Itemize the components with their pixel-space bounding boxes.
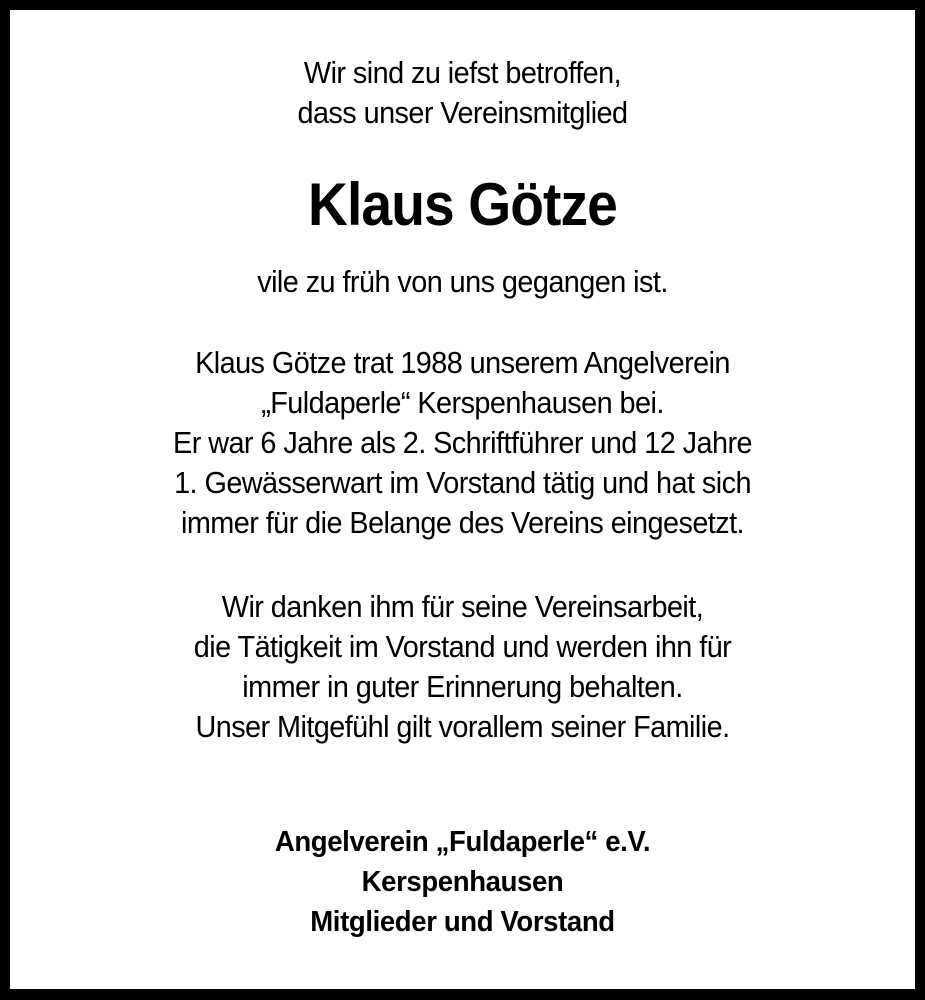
signature-organization: Angelverein „Fuldaperle“ e.V. (274, 826, 651, 858)
signature-block (10, 822, 915, 942)
thanks-line: Wir danken ihm für seine Vereinsarbeit, (221, 589, 704, 624)
thanks-paragraph (10, 587, 915, 747)
thanks-line: Unser Mitgefühl gilt vorallem seiner Familie. (195, 709, 730, 744)
thanks-line: immer in guter Erinnerung behalten. (242, 669, 683, 704)
passing-text (10, 262, 915, 302)
biography-line: Er war 6 Jahre als 2. Schriftführer und 12 Jahre (173, 425, 752, 460)
passing-line: vile zu früh von uns gegangen ist. (257, 264, 668, 299)
thanks-line: die Tätigkeit im Vorstand und werden ihn für (193, 629, 732, 664)
biography-line: Klaus Götze trat 1988 unserem Angelverein (195, 345, 730, 380)
biography-line: „Fuldaperle“ Kerspenhausen bei. (261, 385, 664, 420)
biography-paragraph (10, 343, 915, 543)
intro-line: Wir sind zu iefst betroffen, (303, 55, 622, 90)
signature-members: Mitglieder und Vorstand (310, 906, 615, 938)
biography-line: immer für die Belange des Vereins eingesetzt. (180, 505, 745, 540)
biography-line: 1. Gewässerwart im Vorstand tätig und hat sich (174, 465, 751, 500)
intro-line: dass unser Vereinsmitglied (297, 95, 628, 130)
intro-text (10, 53, 915, 133)
signature-location: Kerspenhausen (361, 866, 564, 898)
deceased-name: Klaus Götze (308, 171, 617, 238)
